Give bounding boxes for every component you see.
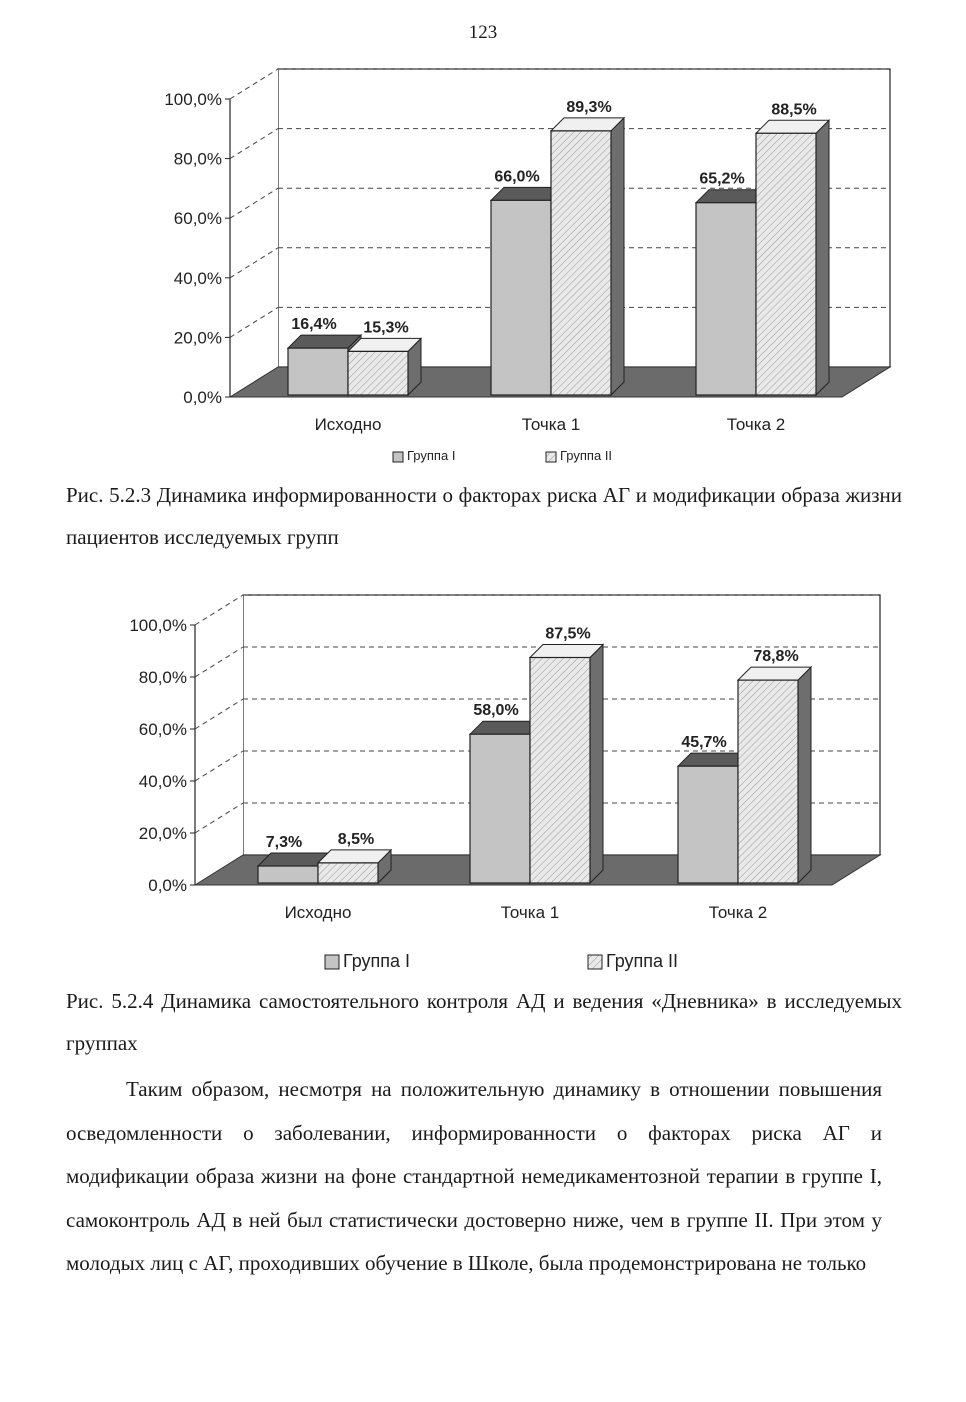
data-label: 15,3%	[363, 319, 409, 337]
y-tick-label: 100,0%	[129, 616, 187, 635]
bar	[678, 766, 738, 883]
bar-side	[590, 645, 603, 884]
bar-top	[288, 335, 361, 348]
legend-label: Группа I	[407, 448, 456, 463]
bar	[470, 734, 530, 883]
y-tick-label: 60,0%	[138, 720, 187, 739]
figure-caption-5-2-3: Рис. 5.2.3 Динамика информированности о факторах риска АГ и модификации образа жизни пациентов исследуемых групп	[66, 483, 902, 549]
data-label: 89,3%	[566, 98, 612, 116]
x-category-label: Исходно	[284, 903, 352, 922]
x-category-label: Точка 1	[521, 415, 581, 434]
bar-chart-self-control	[0, 578, 966, 978]
y-tick-label: 80,0%	[138, 668, 187, 687]
bar	[551, 131, 611, 395]
x-category-label: Точка 2	[708, 903, 768, 922]
legend-swatch	[393, 452, 403, 462]
y-tick-label: 20,0%	[173, 328, 222, 348]
bar-top	[738, 667, 811, 680]
bar	[696, 203, 756, 395]
x-category-label: Точка 1	[500, 903, 560, 922]
page-number: 123	[468, 22, 498, 43]
chart-side-wall	[195, 595, 243, 885]
bar	[530, 658, 590, 884]
y-tick-label: 60,0%	[173, 209, 222, 229]
figure-caption-5-2-4: Рис. 5.2.4 Динамика самостоятельного контроля АД и ведения «Дневника» в исследуемых группах	[66, 989, 902, 1055]
chart-side-wall	[230, 69, 278, 397]
y-tick-label: 0,0%	[148, 876, 187, 895]
x-category-label: Точка 2	[726, 415, 786, 434]
bar	[318, 863, 378, 883]
legend-label: Группа II	[560, 448, 613, 463]
y-tick-label: 20,0%	[138, 824, 187, 843]
data-label: 8,5%	[337, 830, 375, 848]
bar-chart-awareness	[0, 55, 966, 470]
bar-top	[530, 645, 603, 658]
y-tick-label: 40,0%	[173, 268, 222, 288]
bar	[288, 348, 348, 395]
x-category-label: Исходно	[314, 415, 382, 434]
data-label: 65,2%	[699, 170, 745, 188]
legend-label: Группа I	[343, 951, 411, 971]
y-tick-label: 80,0%	[173, 149, 222, 169]
bar-top	[318, 850, 391, 863]
bar	[738, 680, 798, 883]
bar-top	[551, 118, 624, 131]
y-tick-label: 40,0%	[138, 772, 187, 791]
y-tick-label: 100,0%	[164, 90, 222, 109]
data-label: 16,4%	[291, 316, 337, 334]
body-paragraph: Таким образом, несмотря на положительную динамику в отношении повышения осведомленности о заболевании, информированности о факторах риска АГ и модификации образа жизни на фоне стандартной немедикаментозной терапии в группе I, самоконтроль АД в ней был статистически достоверно ниже, чем в группе II. При этом у молодых лиц с АГ, проходивших обучение в Школе, была продемонстрирована не только	[66, 1077, 882, 1275]
data-label: 45,7%	[681, 734, 727, 752]
legend-swatch	[588, 955, 602, 969]
legend-label: Группа II	[606, 951, 679, 971]
legend-swatch	[546, 452, 556, 462]
bar-side	[611, 118, 624, 395]
bar	[258, 866, 318, 883]
bar-top	[756, 120, 829, 133]
data-label: 58,0%	[473, 702, 519, 720]
data-label: 66,0%	[494, 168, 540, 186]
data-label: 7,3%	[265, 834, 303, 852]
data-label: 78,8%	[753, 648, 799, 666]
bar-top	[348, 338, 421, 351]
y-tick-label: 0,0%	[183, 388, 222, 407]
bar	[348, 351, 408, 395]
bar-side	[816, 120, 829, 395]
bar-side	[798, 667, 811, 883]
data-label: 88,5%	[771, 101, 817, 119]
bar	[756, 133, 816, 395]
legend-swatch	[325, 955, 339, 969]
data-label: 87,5%	[545, 625, 591, 643]
bar	[491, 200, 551, 395]
